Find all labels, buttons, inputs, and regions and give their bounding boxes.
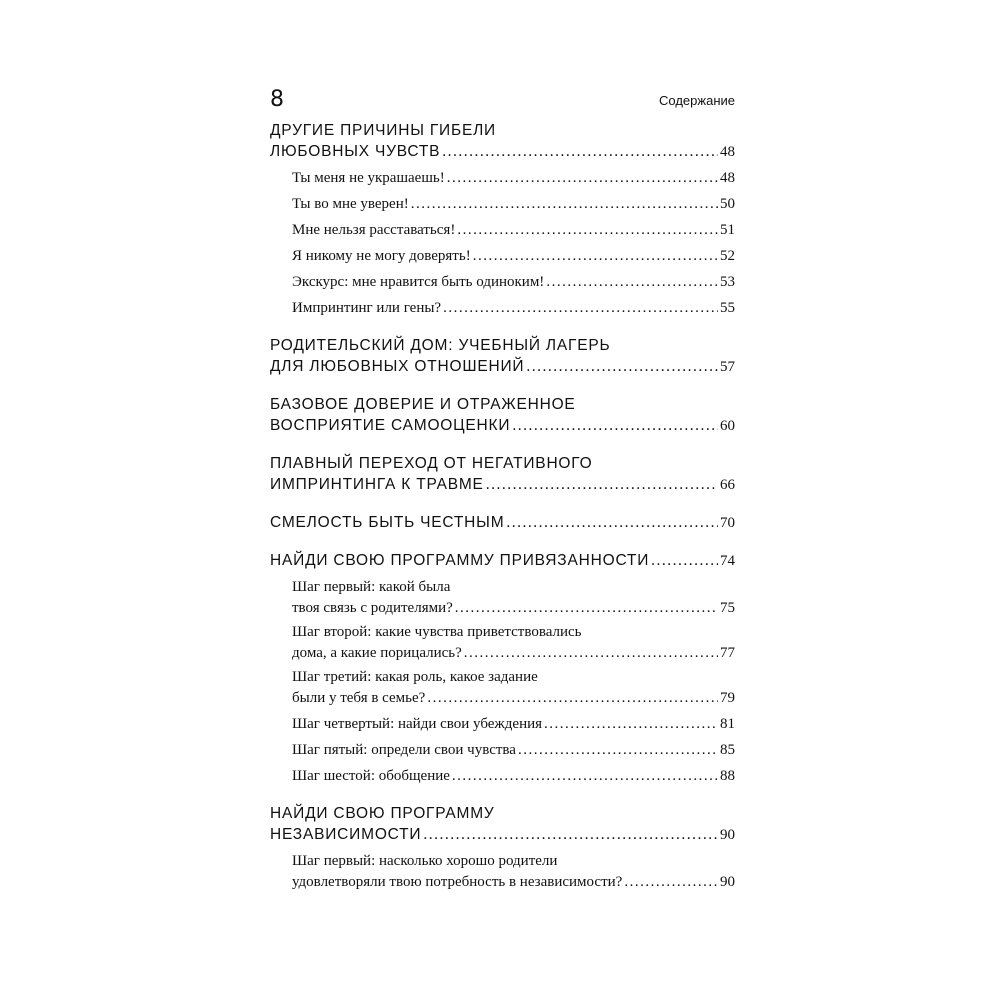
toc-entry-title-line: Шаг шестой: обобщение <box>292 768 450 784</box>
toc-page-number: 90 <box>720 874 735 890</box>
toc-entry-row <box>292 246 735 267</box>
toc-entry-title-line: дома, а какие порицались? <box>292 645 462 661</box>
toc-entry-title-line: ЛЮБОВНЫХ ЧУВСТВ <box>270 143 441 160</box>
dot-leader <box>452 766 718 787</box>
toc-entry-row <box>270 474 735 496</box>
toc-entry-title-line: Шаг первый: какой была <box>292 579 451 595</box>
toc-section-entry <box>270 220 735 241</box>
toc-entry-title-line: ВОСПРИЯТИЕ САМООЦЕНКИ <box>270 417 511 434</box>
toc-entry-title-line: СМЕЛОСТЬ БЫТЬ ЧЕСТНЫМ <box>270 514 505 531</box>
toc-page-number: 52 <box>720 248 735 264</box>
toc-entry-title-line: РОДИТЕЛЬСКИЙ ДОМ: УЧЕБНЫЙ ЛАГЕРЬ <box>270 337 611 354</box>
page-number: 8 <box>270 87 284 112</box>
toc-entry-row <box>270 356 735 378</box>
toc-entry-row <box>292 298 735 319</box>
toc-chapter-entry <box>270 512 735 534</box>
toc-section-entry <box>270 622 735 664</box>
toc-entry-title-line: Шаг первый: насколько хорошо родители <box>292 853 558 869</box>
dot-leader <box>455 598 718 619</box>
toc-page-number: 53 <box>720 274 735 290</box>
toc-entry-row <box>292 740 735 761</box>
toc-entry-title-line: Шаг третий: какая роль, какое задание <box>292 669 538 685</box>
toc-page-number: 77 <box>720 645 735 661</box>
dot-leader <box>651 550 718 571</box>
toc-entry-row <box>270 141 735 163</box>
dot-leader <box>473 246 718 267</box>
toc-entry-title-line: были у тебя в семье? <box>292 690 426 706</box>
toc-section-entry <box>270 577 735 619</box>
toc-entry-title-line: НАЙДИ СВОЮ ПРОГРАММУ ПРИВЯЗАННОСТИ <box>270 552 650 569</box>
dot-leader <box>447 168 718 189</box>
toc-chapter-entry <box>270 394 735 437</box>
toc-entry-row <box>292 714 735 735</box>
toc-page-number: 51 <box>720 222 735 238</box>
toc-entry-row <box>292 598 735 619</box>
toc-entry-title-line: ИМПРИНТИНГА К ТРАВМЕ <box>270 476 484 493</box>
toc-page-number: 57 <box>720 359 735 375</box>
toc-page-number: 50 <box>720 196 735 212</box>
dot-leader <box>427 688 718 709</box>
running-head: Содержание <box>659 93 735 108</box>
toc-entry-row <box>292 766 735 787</box>
toc-page-number: 79 <box>720 690 735 706</box>
toc-page-number: 55 <box>720 300 735 316</box>
toc-entry-title-line: Шаг второй: какие чувства приветствовались <box>292 624 582 640</box>
toc-entry-title-line: БАЗОВОЕ ДОВЕРИЕ И ОТРАЖЕННОЕ <box>270 396 576 413</box>
toc-section-entry <box>270 194 735 215</box>
book-page <box>270 86 735 893</box>
toc-entry-row <box>292 220 735 241</box>
toc-entry-title-line: твоя связь с родителями? <box>292 600 453 616</box>
dot-leader <box>526 356 718 377</box>
dot-leader <box>506 512 718 533</box>
toc-page-number: 81 <box>720 716 735 732</box>
toc-entry-row <box>292 194 735 215</box>
toc-section-entry <box>270 714 735 735</box>
toc-section-entry <box>270 168 735 189</box>
toc-entry-title-line: НЕЗАВИСИМОСТИ <box>270 826 422 843</box>
toc-page-number: 60 <box>720 418 735 434</box>
dot-leader <box>486 474 718 495</box>
page-header <box>270 86 735 120</box>
toc-entry-row <box>292 272 735 293</box>
toc-entry-row <box>292 872 735 893</box>
dot-leader <box>457 220 718 241</box>
toc-entry-title-line: Экскурс: мне нравится быть одиноким! <box>292 274 545 290</box>
toc-section-entry <box>270 298 735 319</box>
toc-entry-row <box>270 824 735 846</box>
toc-entry-title-line: Импринтинг или гены? <box>292 300 442 316</box>
toc-section-entry <box>270 667 735 709</box>
toc-page-number: 85 <box>720 742 735 758</box>
toc-entry-row <box>270 550 735 572</box>
toc-page-number: 48 <box>720 144 735 160</box>
toc-page-number: 66 <box>720 477 735 493</box>
toc-entry-title-line: НАЙДИ СВОЮ ПРОГРАММУ <box>270 805 495 822</box>
toc-page-number: 88 <box>720 768 735 784</box>
toc-entry-row <box>292 688 735 709</box>
toc-section-entry <box>270 246 735 267</box>
toc-entry-title-line: Мне нельзя расставаться! <box>292 222 456 238</box>
toc-entry-title-line: Ты во мне уверен! <box>292 196 409 212</box>
toc-entry-title-line: Шаг пятый: определи свои чувства <box>292 742 516 758</box>
toc-chapter-entry <box>270 335 735 378</box>
dot-leader <box>423 824 718 845</box>
toc-page-number: 48 <box>720 170 735 186</box>
toc-section-entry <box>270 740 735 761</box>
toc-entry-title-line: ДРУГИЕ ПРИЧИНЫ ГИБЕЛИ <box>270 122 496 139</box>
toc-entry-row <box>270 512 735 534</box>
toc-page-number: 74 <box>720 553 735 569</box>
toc-section-entry <box>270 766 735 787</box>
toc-chapter-entry <box>270 120 735 163</box>
toc-page-number: 90 <box>720 827 735 843</box>
toc-entry-title-line: Я никому не могу доверять! <box>292 248 471 264</box>
dot-leader <box>411 194 718 215</box>
toc-entry-title-line: ДЛЯ ЛЮБОВНЫХ ОТНОШЕНИЙ <box>270 358 525 375</box>
dot-leader <box>512 415 718 436</box>
dot-leader <box>464 643 718 664</box>
toc-entry-row <box>292 168 735 189</box>
toc-section-entry <box>270 272 735 293</box>
toc-entry-title-line: ПЛАВНЫЙ ПЕРЕХОД ОТ НЕГАТИВНОГО <box>270 455 593 472</box>
dot-leader <box>624 872 718 893</box>
toc-page-number: 75 <box>720 600 735 616</box>
toc-section-entry <box>270 851 735 893</box>
dot-leader <box>546 272 718 293</box>
toc-entry-title-line: Шаг четвертый: найди свои убеждения <box>292 716 543 732</box>
toc-entry-title-line: Ты меня не украшаешь! <box>292 170 445 186</box>
toc-entry-row <box>292 643 735 664</box>
dot-leader <box>442 141 718 162</box>
toc-chapter-entry <box>270 550 735 572</box>
table-of-contents <box>270 120 735 893</box>
toc-entry-row <box>270 415 735 437</box>
dot-leader <box>544 714 718 735</box>
toc-page-number: 70 <box>720 515 735 531</box>
toc-chapter-entry <box>270 803 735 846</box>
toc-entry-title-line: удовлетворяли твою потребность в независимости? <box>292 874 623 890</box>
dot-leader <box>443 298 718 319</box>
toc-chapter-entry <box>270 453 735 496</box>
dot-leader <box>518 740 718 761</box>
